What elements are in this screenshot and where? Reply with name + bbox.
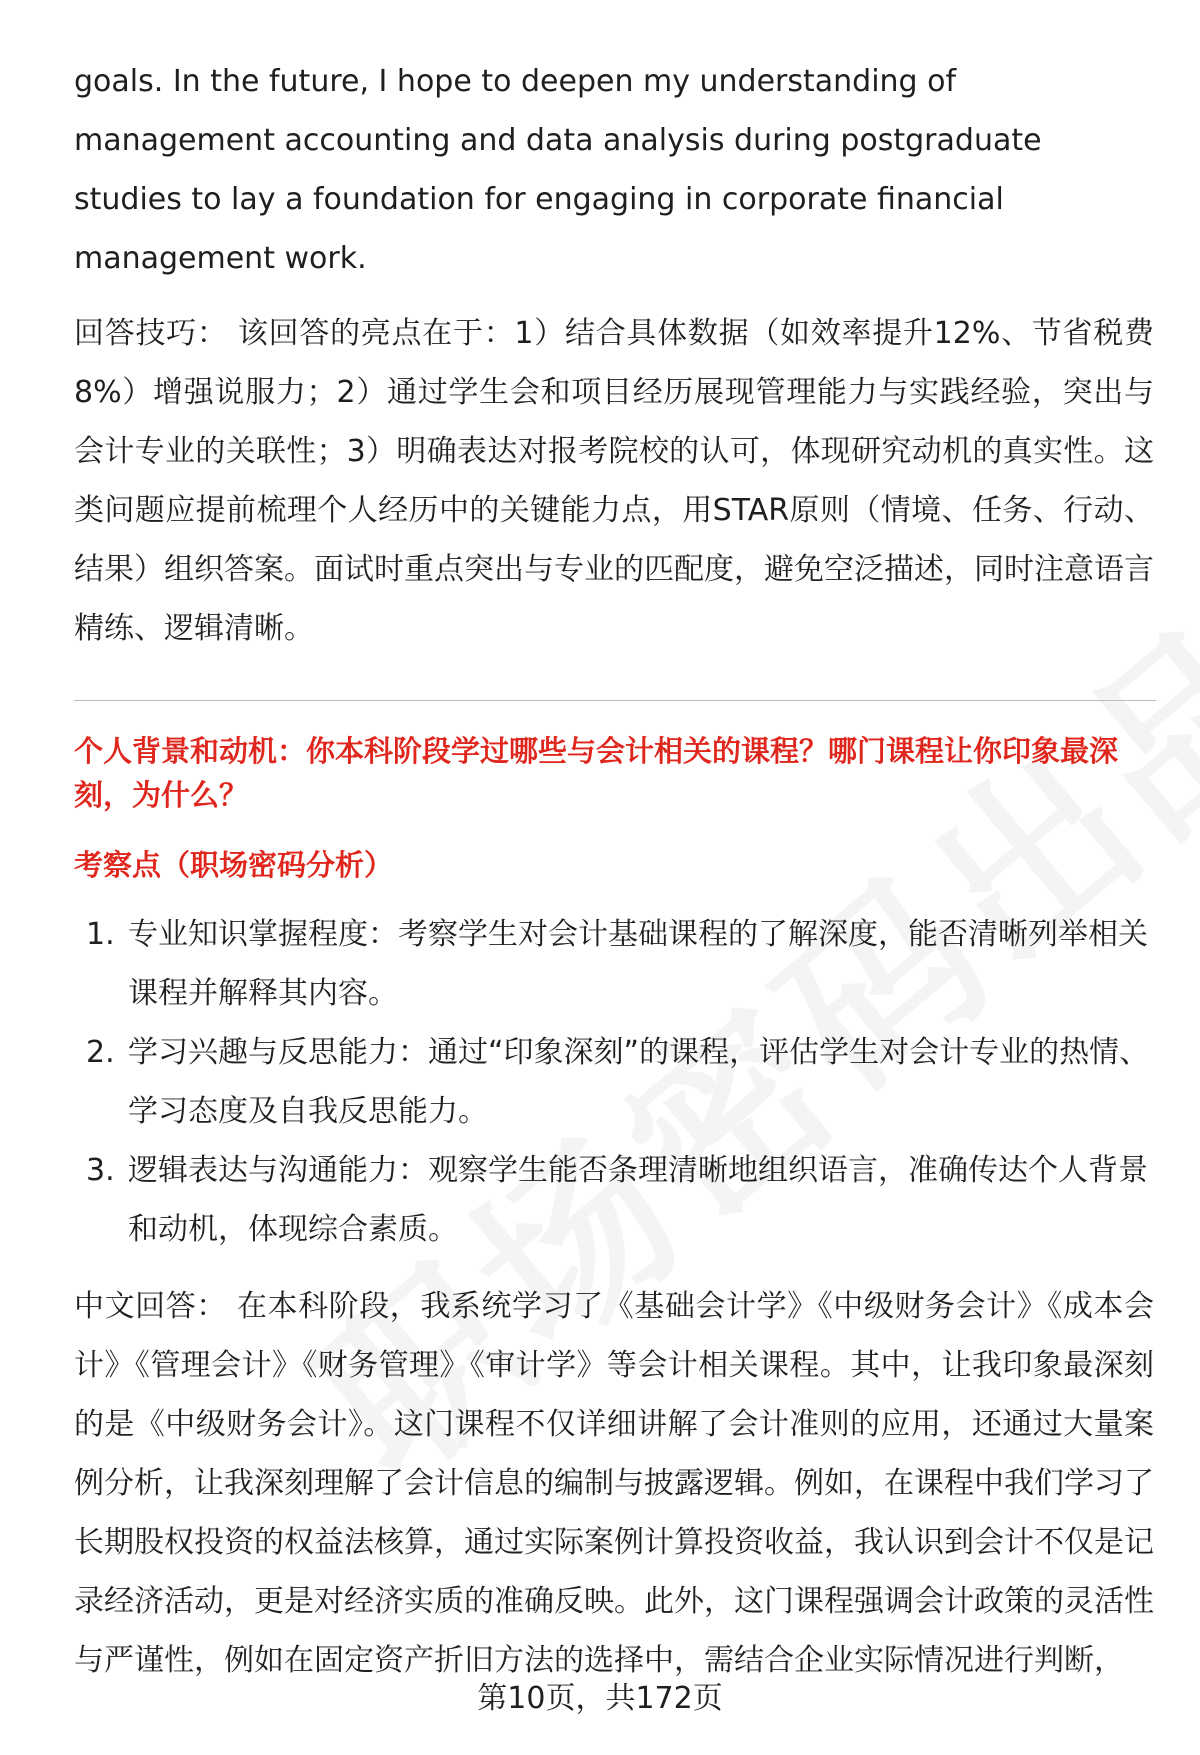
list-item-number: 2. (86, 1035, 115, 1070)
assessment-points-list (74, 905, 1154, 1259)
list-item-number: 3. (86, 1153, 115, 1188)
section-divider (74, 700, 1156, 701)
answer-paragraph: 中文回答： 在本科阶段，我系统学习了《基础会计学》《中级财务会计》《成本会计》《管理会计》《财务管理》《审计学》等会计相关课程。其中，让我印象最深刻的是《中级财务会计》。这门课程不仅详细讲解了会计准则的应用，还通过大量案例分析，让我深刻理解了会计信息的编制与披露逻辑。例如，在课程中我们学习了长期股权投资的权益法核算，通过实际案例计算投资收益，我认识到会计不仅是记录经济活动，更是对经济实质的准确反映。此外，这门课程强调会计政策的灵活性与严谨性，例如在固定资产折旧方法的选择中，需结合企业实际情况进行判断， (74, 1289, 1154, 1678)
list-item-text: 逻辑表达与沟通能力：观察学生能否条理清晰地组织语言，准确传达个人背景和动机，体现综合素质。 (128, 1153, 1148, 1247)
list-item (74, 1141, 1154, 1259)
page-content (74, 52, 1154, 1690)
list-item (74, 1023, 1154, 1141)
list-item-number: 1. (86, 917, 115, 952)
list-item (74, 905, 1154, 1023)
assessment-subheading: 考察点（职场密码分析） (74, 848, 394, 882)
list-item-text: 专业知识掌握程度：考察学生对会计基础课程的了解深度，能否清晰列举相关课程并解释其内容。 (128, 917, 1148, 1011)
tips-paragraph: 回答技巧： 该回答的亮点在于：1）结合具体数据（如效率提升12%、节省税费8%）增强说服力；2）通过学生会和项目经历展现管理能力与实践经验，突出与会计专业的关联性；3）明确表达对报考院校的认可，体现研究动机的真实性。这类问题应提前梳理个人经历中的关键能力点，用STAR原则（情境、任务、行动、结果）组织答案。面试时重点突出与专业的匹配度，避免空泛描述，同时注意语言精练、逻辑清晰。 (74, 316, 1154, 646)
question-heading: 个人背景和动机：你本科阶段学过哪些与会计相关的课程？哪门课程让你印象最深刻，为什么？ (74, 734, 1119, 812)
page-footer: 第10页，共172页 (477, 1681, 723, 1716)
intro-paragraph: goals. In the future, I hope to deepen my understanding of management accounting and data analysis during postgraduate studies to lay a foundation for engaging in corporate financial management work. (74, 64, 1042, 276)
list-item-text: 学习兴趣与反思能力：通过“印象深刻”的课程，评估学生对会计专业的热情、学习态度及自我反思能力。 (128, 1035, 1150, 1129)
